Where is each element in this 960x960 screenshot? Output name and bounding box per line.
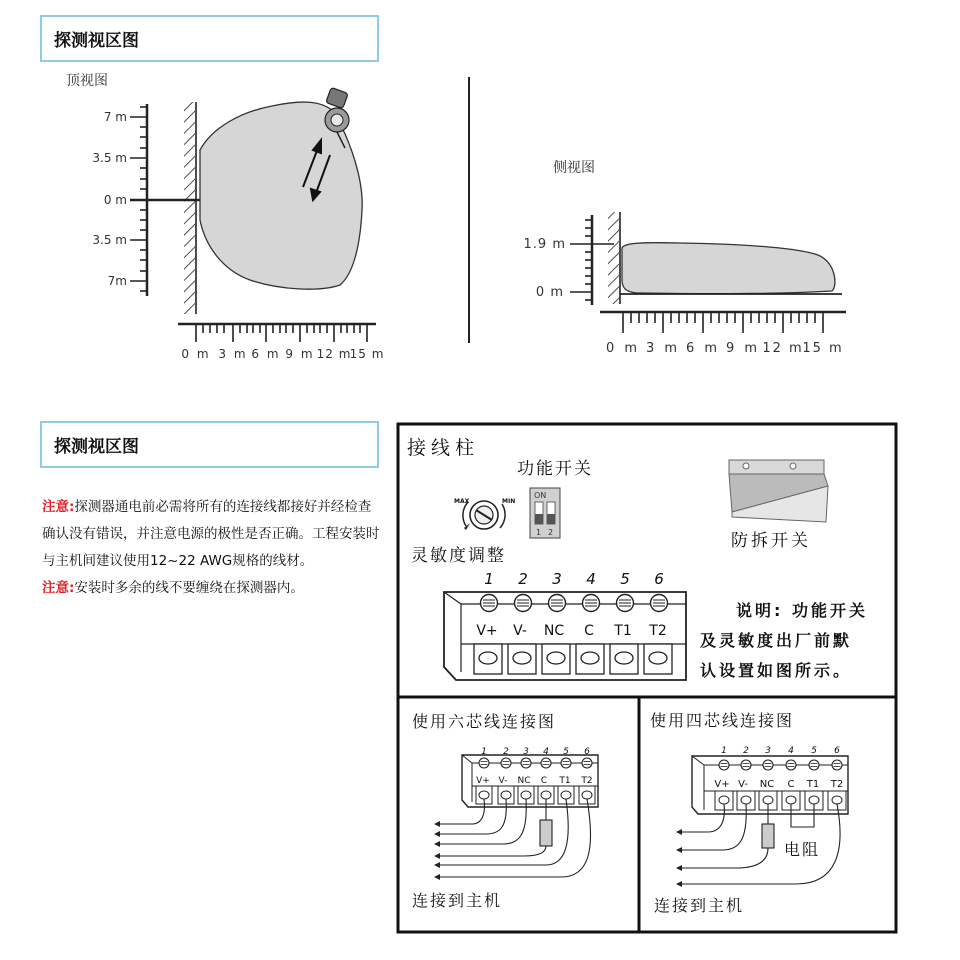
svg-text:4: 4: [788, 746, 794, 756]
top-view-y-axis: [92, 104, 200, 296]
terminal-label: T1: [614, 623, 632, 639]
svg-text:T1: T1: [806, 779, 820, 790]
terminal-label: V-: [513, 623, 527, 639]
svg-text:MAX: MAX: [454, 498, 470, 505]
svg-text:T2: T2: [581, 776, 593, 786]
svg-text:T1: T1: [559, 776, 571, 786]
terminal-number: 4: [586, 570, 596, 588]
top-x-tick: 3 m: [218, 347, 248, 361]
svg-text:ON: ON: [534, 491, 547, 500]
svg-text:6: 6: [834, 746, 840, 756]
top-x-tick: 6 m: [251, 347, 281, 361]
top-y-tick: 3.5 m: [92, 151, 127, 165]
section-title-detection-notes: 探测视区图: [40, 421, 379, 468]
top-view-label: 顶视图: [66, 73, 108, 89]
terminal-block-six-wire: [462, 747, 598, 807]
svg-text:1: 1: [536, 528, 542, 537]
wiring-panel: [396, 422, 898, 934]
terminal-block-four-wire: [692, 746, 848, 814]
terminal-number: 3: [552, 570, 562, 588]
side-y-tick: 0 m: [535, 285, 564, 300]
section-title-detection-top: 探测视区图: [40, 15, 379, 62]
top-y-tick: 0 m: [103, 193, 127, 207]
svg-text:5: 5: [811, 746, 817, 756]
svg-text:V+: V+: [476, 776, 490, 786]
terminal-number: 2: [518, 570, 528, 588]
terminal-number: 6: [654, 570, 664, 588]
top-view-x-axis: [178, 324, 384, 361]
svg-text:NC: NC: [517, 776, 531, 786]
six-wire-title: 使用六芯线连接图: [412, 712, 557, 731]
side-x-tick: 15 m: [802, 341, 844, 356]
terminal-label: V+: [476, 623, 498, 639]
tamper-switch-icon: [729, 460, 828, 522]
svg-text:5: 5: [563, 747, 569, 757]
side-view-x-axis: [600, 312, 846, 356]
svg-text:2: 2: [548, 528, 554, 537]
svg-text:C: C: [540, 776, 548, 786]
explanation-line: 认设置如图所示。: [700, 661, 853, 680]
side-x-tick: 6 m: [685, 341, 721, 356]
top-x-tick: 9 m: [285, 347, 315, 361]
top-y-tick: 3.5 m: [92, 233, 127, 247]
svg-text:1: 1: [481, 747, 487, 757]
side-view-detection-area: [622, 243, 835, 294]
terminal-label: NC: [543, 623, 565, 639]
resistor-label: 电阻: [784, 840, 821, 859]
top-x-tick: 15 m: [349, 347, 385, 361]
note-2: 注意:安装时多余的线不要缠绕在探测器内。: [42, 580, 304, 596]
terminal-number: 1: [484, 570, 494, 588]
function-switch-label: 功能开关: [517, 459, 593, 479]
svg-text:4: 4: [543, 747, 549, 757]
svg-text:T2: T2: [830, 779, 844, 790]
svg-text:2: 2: [743, 746, 749, 756]
tamper-switch-label: 防拆开关: [731, 531, 811, 551]
top-y-tick: 7m: [107, 274, 127, 288]
svg-text:NC: NC: [759, 779, 775, 790]
installation-notes: [42, 494, 382, 602]
svg-text:V-: V-: [738, 779, 748, 790]
wiring-title: 接线柱: [407, 437, 480, 459]
terminal-label: C: [584, 623, 594, 639]
svg-text:V-: V-: [498, 776, 508, 786]
svg-text:MIN: MIN: [502, 498, 516, 505]
top-x-tick: 12 m: [316, 347, 352, 361]
svg-text:V+: V+: [714, 779, 730, 790]
explanation-line: 说明: 功能开关: [736, 601, 868, 620]
side-view-wall: [608, 212, 619, 304]
svg-text:2: 2: [503, 747, 509, 757]
side-x-tick: 9 m: [725, 341, 761, 356]
four-wire-title: 使用四芯线连接图: [650, 711, 795, 730]
side-x-tick: 12 m: [762, 341, 804, 356]
six-wire-connect-host: 连接到主机: [412, 891, 503, 910]
top-y-tick: 7 m: [103, 110, 127, 124]
sensitivity-label: 灵敏度调整: [411, 546, 506, 566]
side-view-label: 侧视图: [553, 160, 595, 176]
side-y-tick: 1.9 m: [523, 237, 566, 252]
svg-text:3: 3: [765, 746, 771, 756]
dip-switch-icon: [530, 488, 560, 538]
top-view-wall: [184, 102, 195, 314]
terminal-label: T2: [649, 623, 667, 639]
svg-text:C: C: [787, 779, 795, 790]
side-x-tick: 3 m: [645, 341, 681, 356]
svg-text:6: 6: [584, 747, 590, 757]
top-x-tick: 0 m: [181, 347, 211, 361]
four-wire-connect-host: 连接到主机: [654, 896, 745, 915]
side-x-tick: 0 m: [605, 341, 641, 356]
svg-text:3: 3: [523, 747, 529, 757]
explanation-line: 及灵敏度出厂前默: [700, 631, 853, 650]
side-view-y-axis: [524, 215, 614, 305]
note-1: 注意:探测器通电前必需将所有的连接线都接好并经检查确认没有错误，并注意电源的极性是否正确。工程安装时与主机间建议使用12~22 AWG规格的线材。: [42, 499, 380, 569]
terminal-number: 5: [620, 570, 630, 588]
svg-text:1: 1: [721, 746, 727, 756]
detection-diagrams: [0, 0, 960, 400]
